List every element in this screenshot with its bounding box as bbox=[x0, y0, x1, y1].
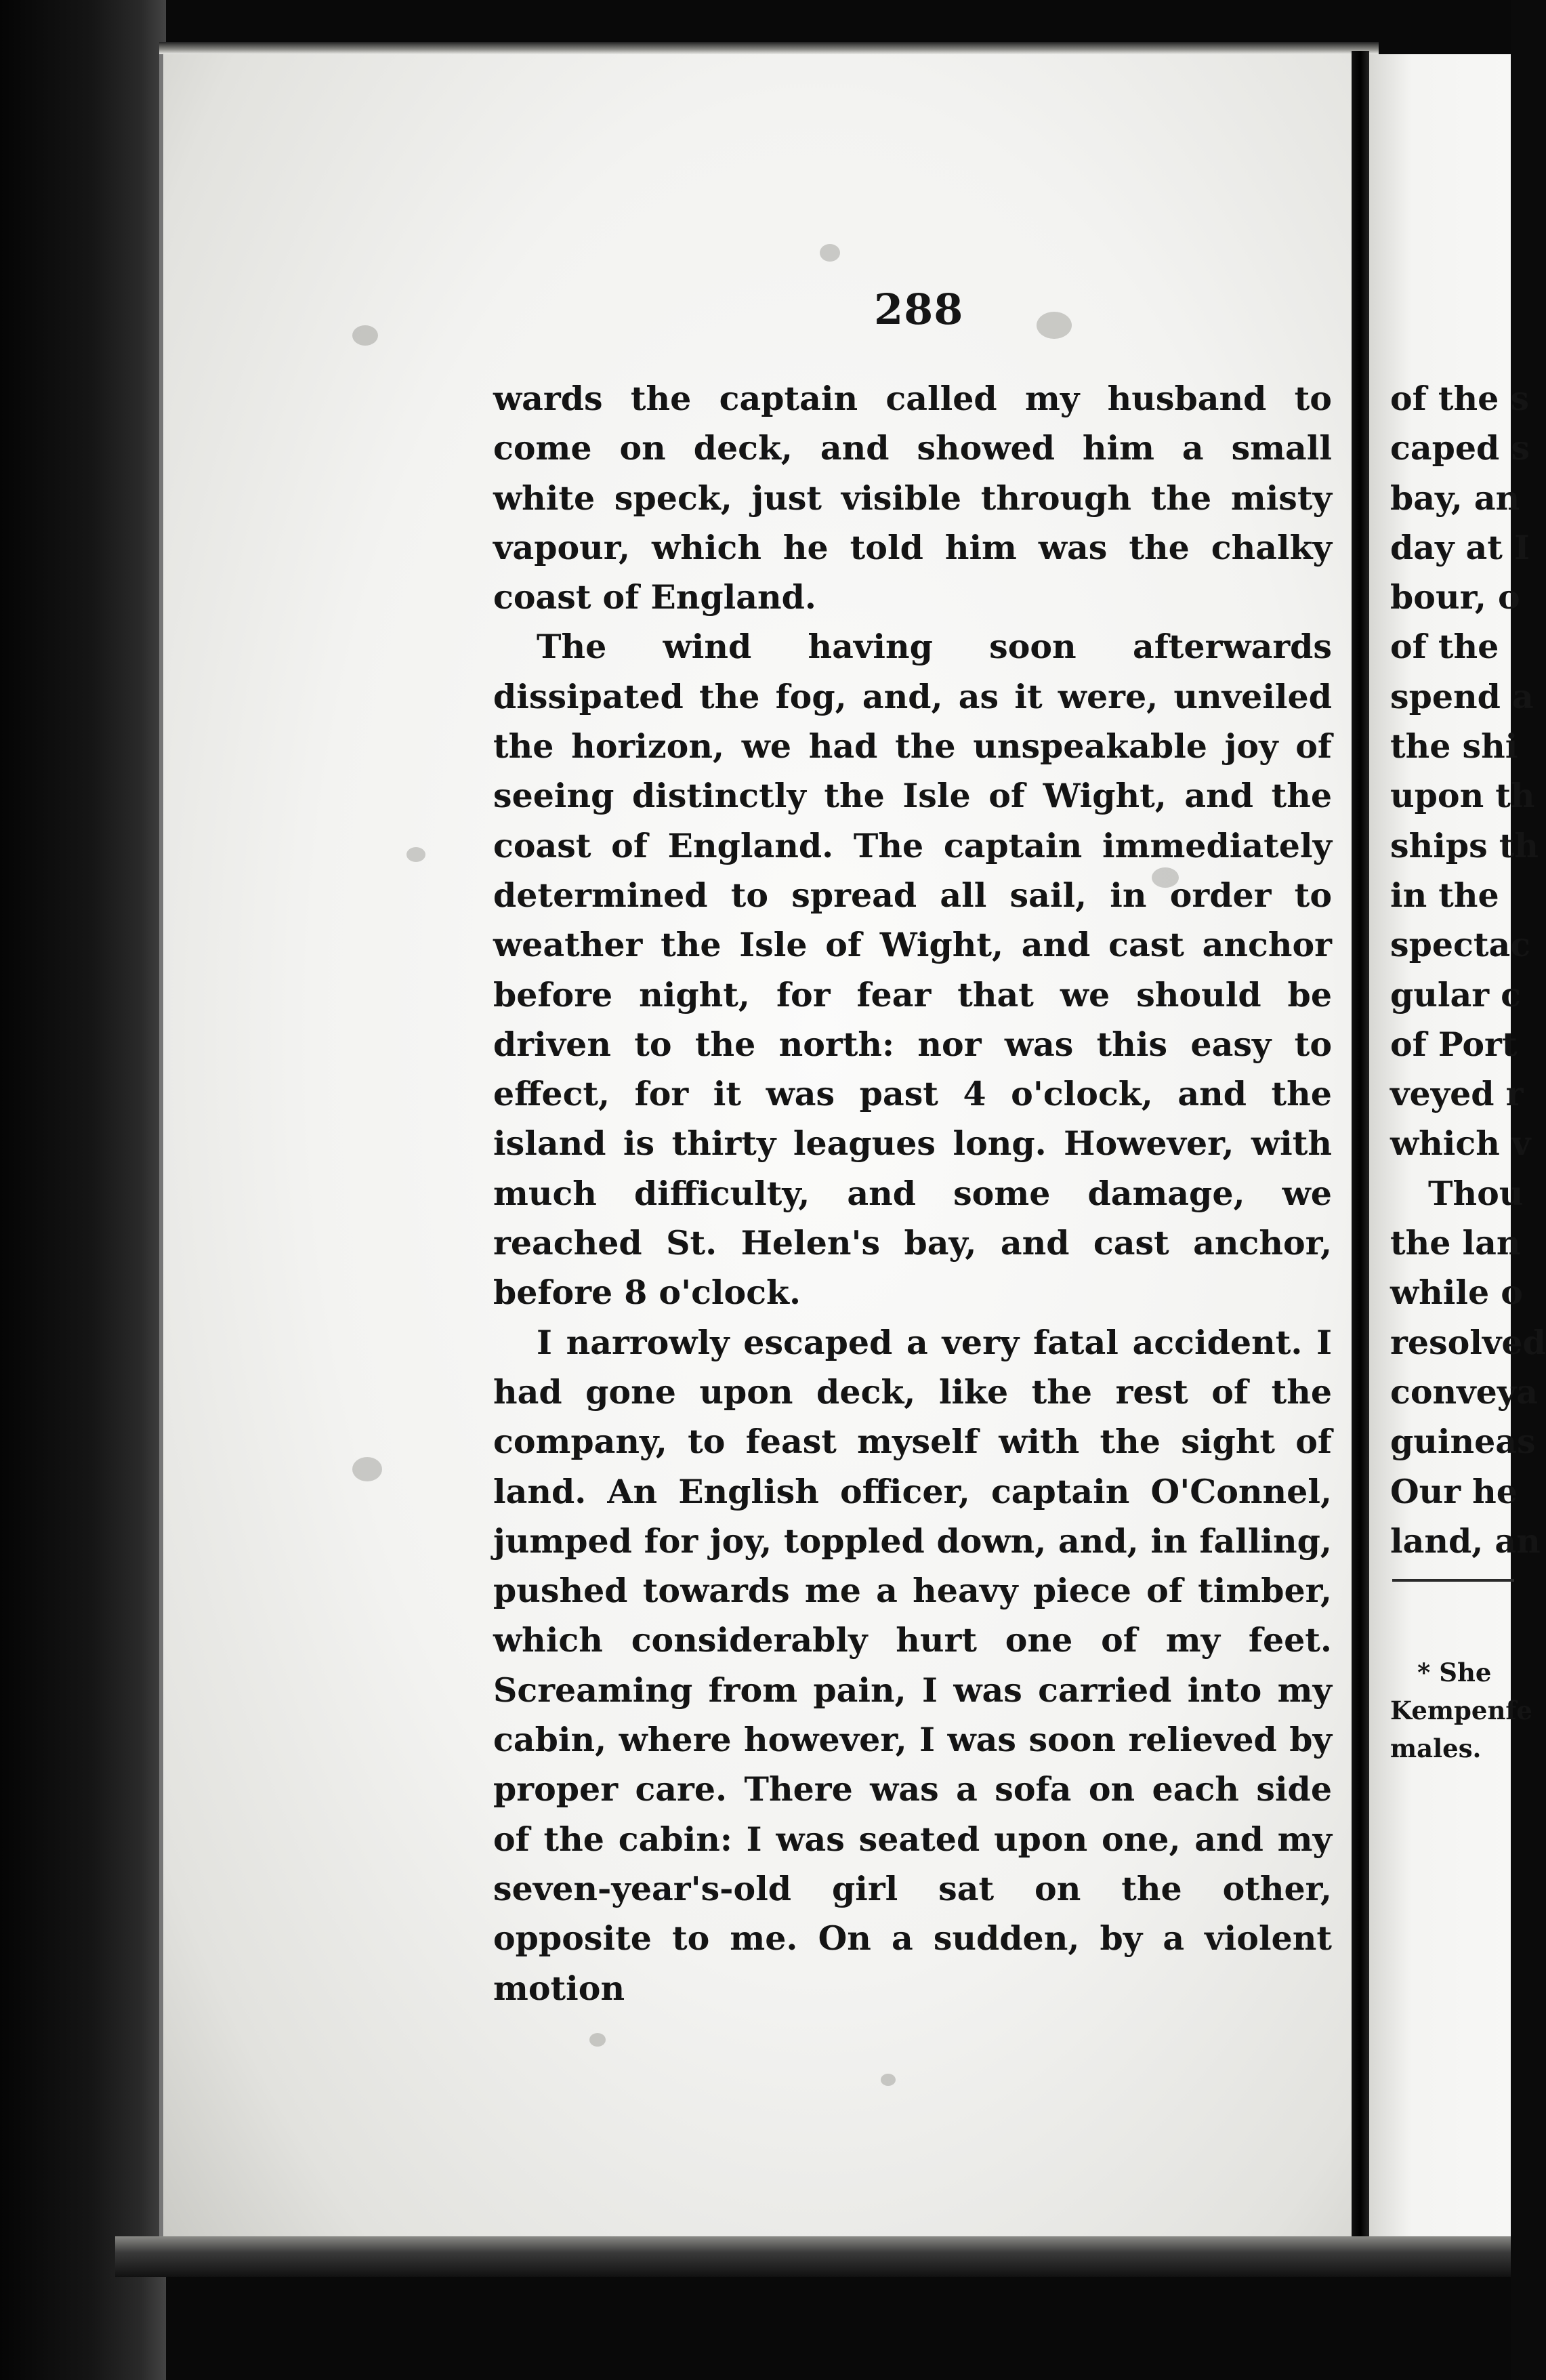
footnote-line: * She bbox=[1417, 1658, 1492, 1687]
footnote-line: Kempenfe bbox=[1390, 1696, 1532, 1725]
facing-line: while o bbox=[1390, 1273, 1523, 1313]
foxing-speck bbox=[820, 244, 840, 262]
foxing-speck bbox=[589, 2033, 606, 2047]
facing-line: guineas bbox=[1390, 1422, 1536, 1462]
binding-shadow bbox=[0, 0, 166, 2380]
facing-line: spend a bbox=[1390, 676, 1534, 716]
footnote-line: males. bbox=[1390, 1733, 1482, 1763]
facing-line: upon th bbox=[1390, 776, 1535, 816]
facing-line: spectac bbox=[1390, 925, 1531, 965]
foxing-speck bbox=[881, 2074, 896, 2086]
facing-page-text bbox=[1390, 374, 1546, 1566]
facing-line: which v bbox=[1390, 1124, 1531, 1164]
facing-line: Our he bbox=[1390, 1471, 1518, 1511]
facing-line: the shi bbox=[1390, 726, 1518, 766]
facing-footnote bbox=[1390, 1654, 1532, 1767]
facing-line: land, an bbox=[1390, 1521, 1541, 1561]
page-top-edge bbox=[159, 42, 1379, 54]
facing-line: bour, o bbox=[1390, 577, 1520, 617]
facing-line: of the bbox=[1390, 627, 1499, 667]
facing-line: the lan bbox=[1390, 1223, 1521, 1263]
facing-line: day at I bbox=[1390, 527, 1530, 567]
facing-line: conveya bbox=[1390, 1372, 1539, 1412]
page-number: 288 bbox=[874, 285, 964, 334]
foxing-speck bbox=[352, 325, 378, 346]
facing-line: of Port bbox=[1390, 1024, 1518, 1064]
foxing-speck bbox=[1037, 312, 1072, 339]
foxing-speck bbox=[352, 1457, 382, 1481]
paragraph: I narrowly escaped a very fatal accident. I had gone upon deck, like the rest of the company, to feast myself with the sight of land. An English officer, captain O'Connel, jumped for joy, toppled down, and, in falling, pushed towards me a heavy piece of timber, which considerably hurt one of my feet. Screaming from pain, I was carried into my cabin, where however, I was soon relieved by proper care. There was a sofa on each side of the cabin: I was seated upon one, and my seven-year's-old girl sat on the other, opposite to me. On a sudden, by a violent motion bbox=[493, 1322, 1332, 2008]
facing-line: resolved bbox=[1390, 1322, 1546, 1362]
page-bottom-edge bbox=[115, 2236, 1511, 2277]
paragraph: wards the captain called my husband to come on deck, and showed him a small white speck, just visible through the misty vapour, which he told him was the chalky coast of England. bbox=[493, 379, 1332, 617]
facing-line: ships th bbox=[1390, 825, 1539, 865]
footnote-rule bbox=[1392, 1579, 1514, 1582]
facing-line: of the s bbox=[1390, 379, 1529, 418]
paragraph: The wind having soon afterwards dissipated the fog, and, as it were, unveiled the horizon, we had the unspeakable joy of seeing distinctly the Isle of Wight, and the coast of England. The captain immediately determined to spread all sail, in order to weather the Isle of Wight, and cast anchor before night, for fear that we should be driven to the north: nor was this easy to effect, for it was past 4 o'clock, and the island is thirty leagues long. However, with much difficulty, and some damage, we reached St. Helen's bay, and cast anchor, before 8 o'clock. bbox=[493, 627, 1332, 1313]
book-gutter bbox=[1352, 51, 1369, 2253]
facing-line: bay, an bbox=[1390, 478, 1520, 518]
facing-line: Thou bbox=[1428, 1173, 1524, 1213]
facing-line: veyed r bbox=[1390, 1074, 1524, 1114]
facing-line: caped s bbox=[1390, 428, 1530, 468]
body-text bbox=[493, 374, 1332, 2013]
facing-line: in the bbox=[1390, 875, 1499, 915]
facing-line: gular c bbox=[1390, 974, 1521, 1014]
foxing-speck bbox=[406, 847, 425, 862]
